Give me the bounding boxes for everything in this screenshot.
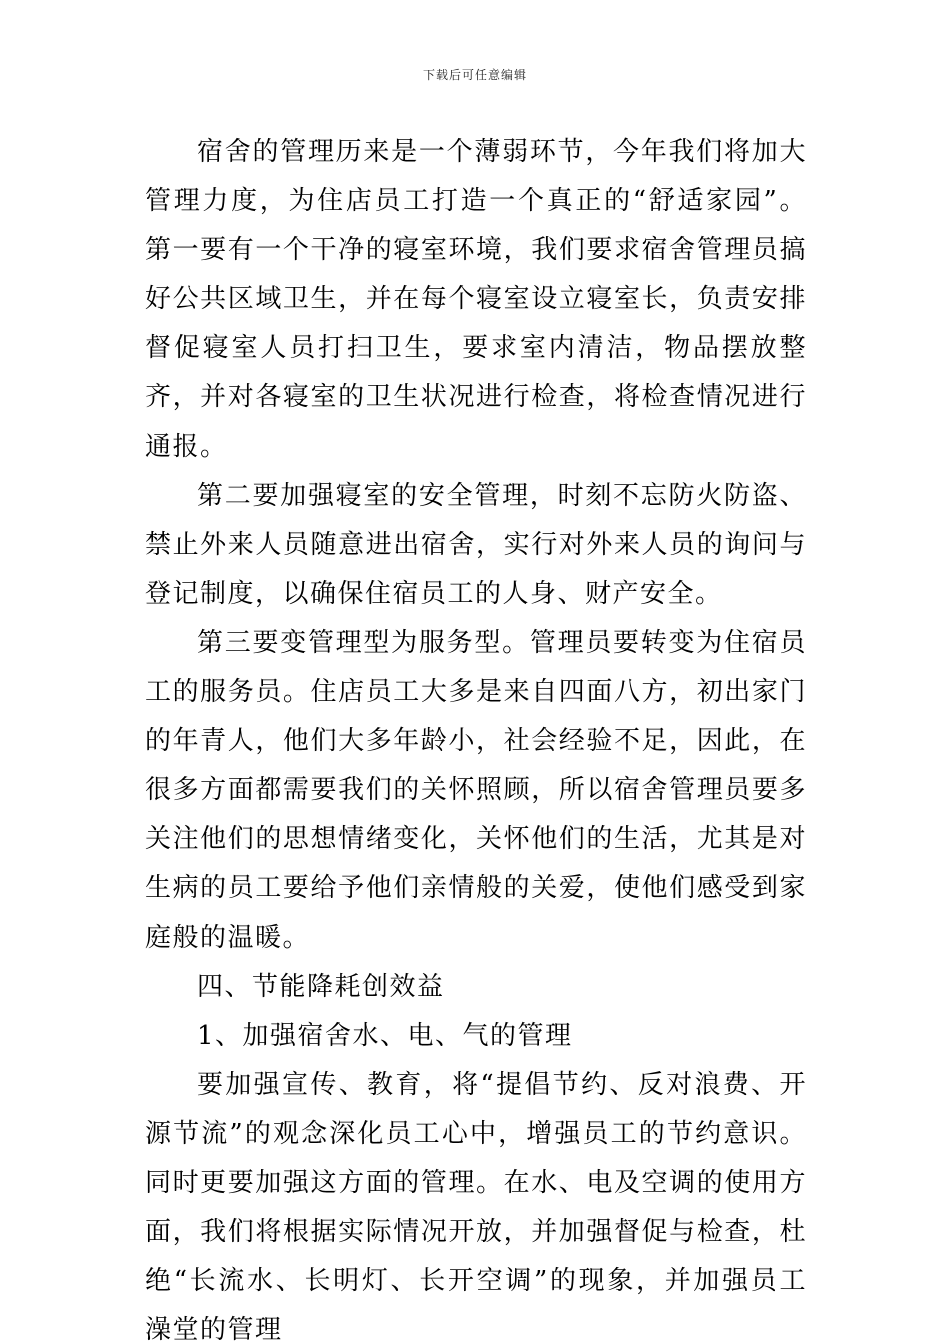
header-note: 下载后可任意编辑	[422, 68, 527, 82]
paragraph-utilities-management: 要加强宣传、教育，将“提倡节约、反对浪费、开源节流”的观念深化员工心中，增强员工的节约意识。同时更要加强这方面的管理。在水、电及空调的使用方面，我们将根据实际情况开放，并加强督促与检查，杜绝“长流水、长明灯、长开空调”的现象，并加强员工澡堂的管理	[145, 1069, 807, 1344]
subsection-heading-utilities: 1、加强宿舍水、电、气的管理	[197, 1020, 573, 1051]
section-heading-energy-saving: 四、节能降耗创效益	[197, 971, 445, 1002]
document-body	[145, 128, 807, 1344]
paragraph-dormitory-intro: 宿舍的管理历来是一个薄弱环节，今年我们将加大管理力度，为住店员工打造一个真正的“舒适家园”。第一要有一个干净的寝室环境，我们要求宿舍管理员搞好公共区域卫生，并在每个寝室设立寝室长，负责安排督促寝室人员打扫卫生，要求室内清洁，物品摆放整齐，并对各寝室的卫生状况进行检查，将检查情况进行通报。	[145, 137, 807, 462]
paragraph-safety-management: 第二要加强寝室的安全管理，时刻不忘防火防盗、禁止外来人员随意进出宿舍，实行对外来人员的询问与登记制度，以确保住宿员工的人身、财产安全。	[145, 480, 807, 609]
paragraph-service-orientation: 第三要变管理型为服务型。管理员要转变为住宿员工的服务员。住店员工大多是来自四面八方，初出家门的年青人，他们大多年龄小，社会经验不足，因此，在很多方面都需要我们的关怀照顾，所以宿舍管理员要多关注他们的思想情绪变化，关怀他们的生活，尤其是对生病的员工要给予他们亲情般的关爱，使他们感受到家庭般的温暖。	[145, 627, 807, 953]
